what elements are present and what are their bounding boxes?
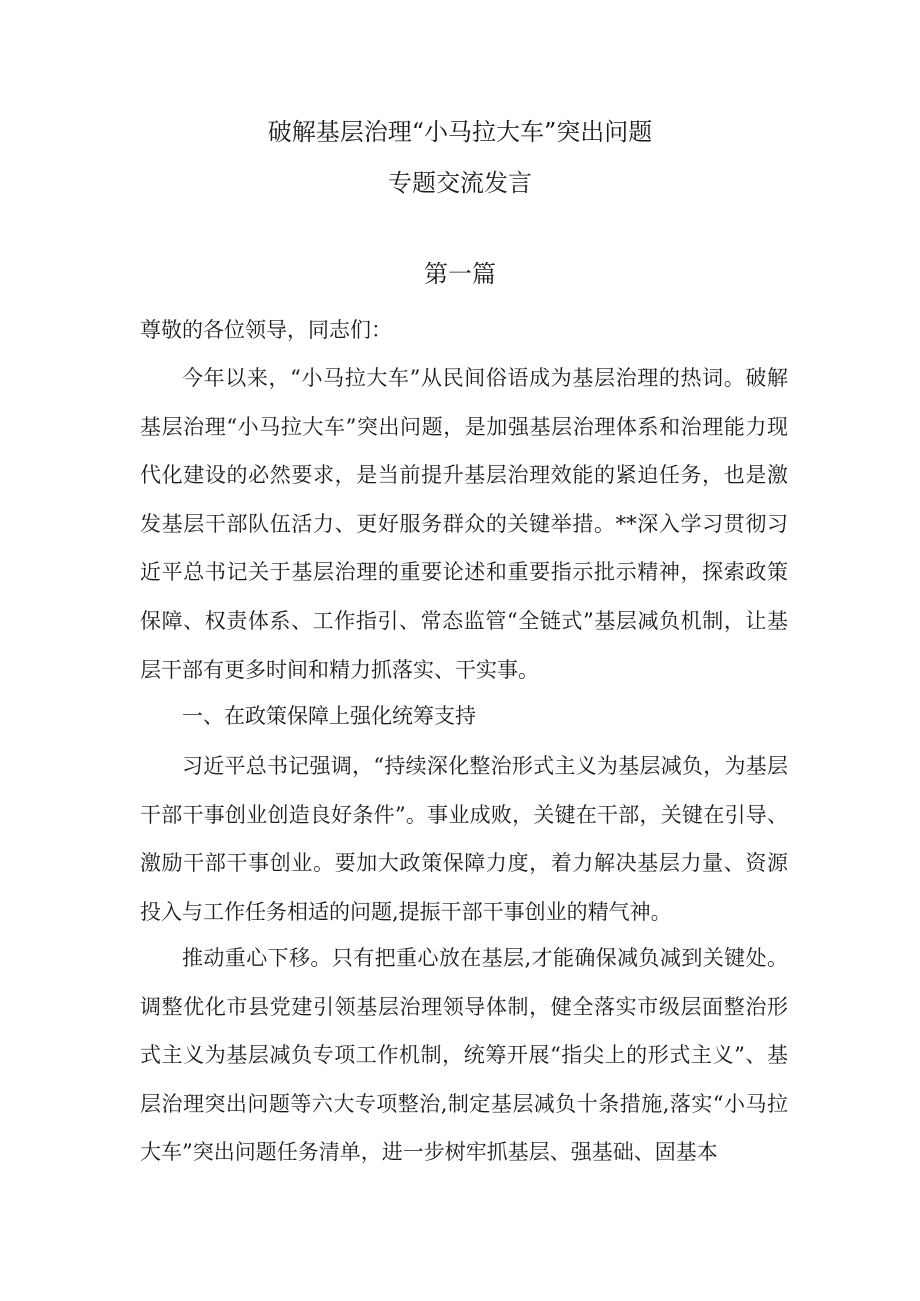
body-paragraph-policy: 习近平总书记强调，“持续深化整治形式主义为基层减负，为基层干部干事创业创造良好条件”。事业成败，关键在干部，关键在引导、激励干部干事创业。要加大政策保障力度，着力解决基层力量、资源投入与工作任务相适的问题,提振干部干事创业的精气神。 <box>140 754 788 924</box>
intro-paragraph: 今年以来，“小马拉大车”从民间俗语成为基层治理的热词。破解基层治理“小马拉大车”突出问题，是加强基层治理体系和治理能力现代化建设的必然要求，是当前提升基层治理效能的紧迫任务，也是激发基层干部队伍活力、更好服务群众的关键举措。**深入学习贯彻习近平总书记关于基层治理的重要论述和重要指示批示精神，探索政策保障、权责体系、工作指引、常态监管“全链式”基层减负机制，让基层干部有更多时间和精力抓落实、干实事。 <box>140 366 788 682</box>
salutation: 尊敬的各位领导，同志们： <box>140 318 392 342</box>
document-title-line-2: 专题交流发言 <box>388 169 532 197</box>
body-paragraph-focus: 推动重心下移。只有把重心放在基层,才能确保减负减到关键处。调整优化市县党建引领基层治理领导体制，健全落实市级层面整治形式主义为基层减负专项工作机制，统筹开展“指尖上的形式主义”、基层治理突出问题等六大专项整治,制定基层减负十条措施,落实“小马拉大车”突出问题任务清单，进一步树牢抓基层、强基础、固基本 <box>140 946 788 1165</box>
subheading-one: 一、在政策保障上强化统筹支持 <box>182 704 476 728</box>
document-title-line-1: 破解基层治理“小马拉大车”突出问题 <box>267 118 653 146</box>
section-heading: 第一篇 <box>424 260 496 288</box>
